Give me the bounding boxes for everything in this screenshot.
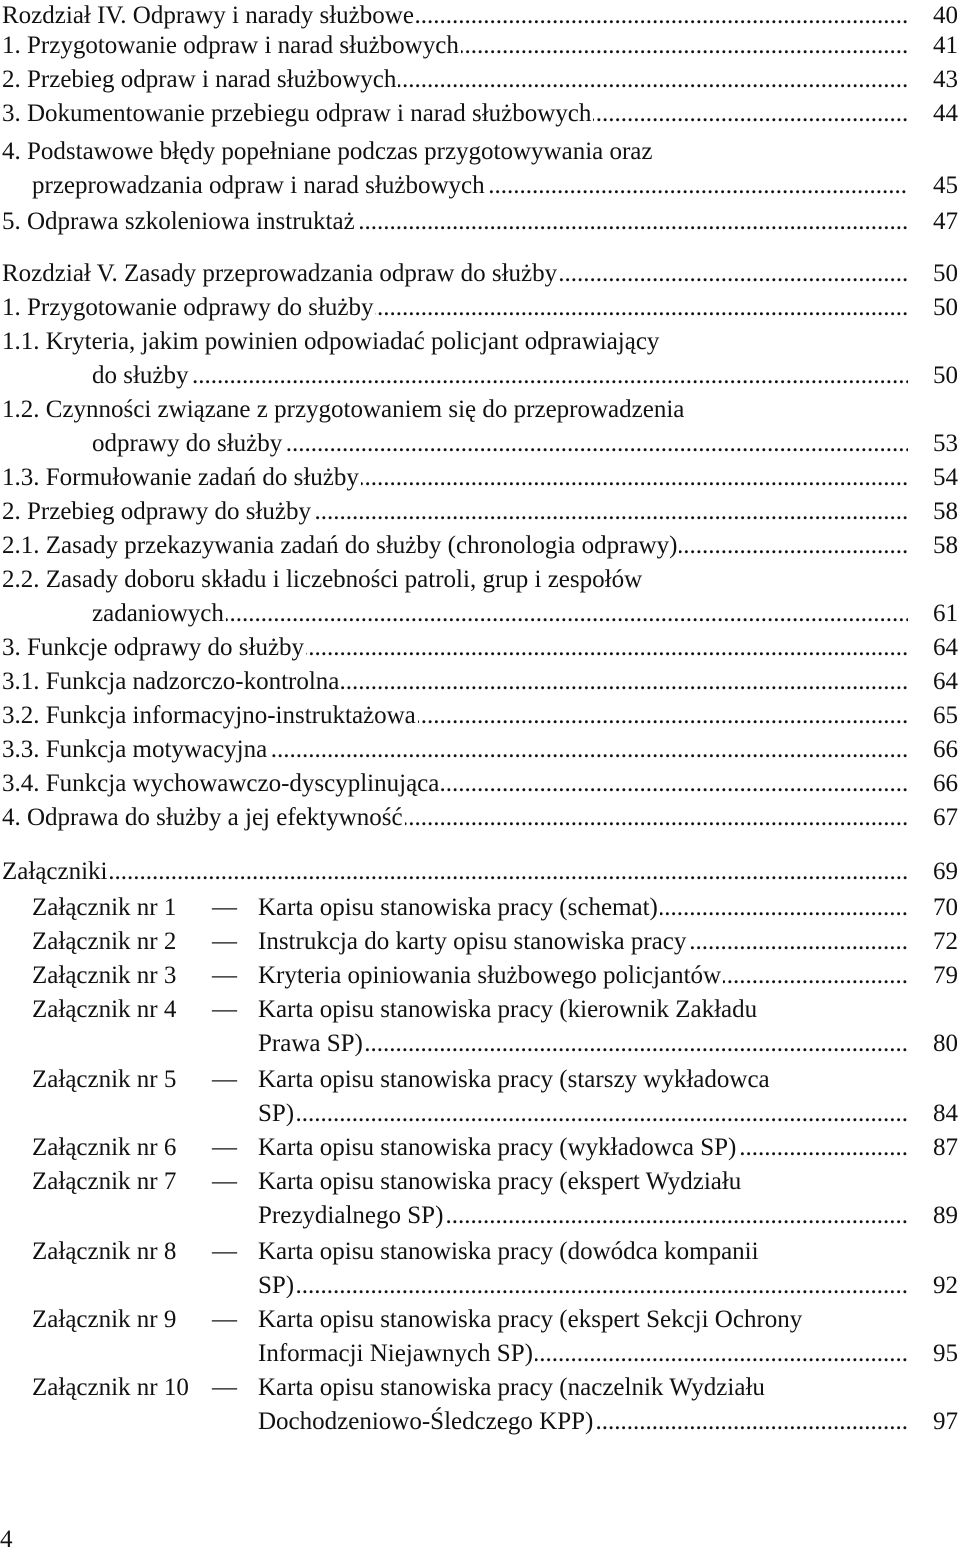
toc-entry[interactable] [0, 360, 960, 392]
annex-page-number: 79 [933, 962, 958, 989]
toc-entry[interactable] [0, 428, 960, 460]
toc-entry[interactable] [0, 530, 960, 562]
annex-entry[interactable] [0, 960, 960, 992]
toc-page-number: 66 [933, 770, 958, 797]
annex-title: Kryteria opiniowania służbowego policjantów ..... [258, 960, 908, 992]
annex-title: Karta opisu stanowiska pracy (wykładowca SP) ..... [258, 1132, 908, 1164]
annex-dash: — [212, 928, 237, 955]
toc-entry-title: 1. Przygotowanie odprawy do służby ..... [2, 292, 908, 324]
toc-entry-title: zadaniowych ..... [92, 598, 908, 630]
toc-page-number: 44 [933, 100, 958, 127]
toc-entry-title: do służby ..... [92, 360, 908, 392]
annex-dash: — [212, 1306, 237, 1333]
toc-entry[interactable] [0, 856, 960, 888]
toc-page-number: 43 [933, 66, 958, 93]
toc-page-number: 45 [933, 172, 958, 199]
toc-page-number: 58 [933, 498, 958, 525]
toc-entry-title: 3.3. Funkcja motywacyjna ..... [2, 734, 908, 766]
annex-label: Załącznik nr 1 [32, 894, 177, 921]
toc-entry-title: 1. Przygotowanie odpraw i narad służbowych ..... [2, 30, 908, 62]
annex-page-number: 70 [933, 894, 958, 921]
annex-entry[interactable] [0, 1270, 960, 1302]
annex-title: Informacji Niejawnych SP) ..... [258, 1338, 908, 1370]
toc-entry[interactable] [0, 598, 960, 630]
annex-title: Karta opisu stanowiska pracy (naczelnik Wydziału [258, 1374, 765, 1401]
annex-dash: — [212, 1238, 237, 1265]
annex-dash: — [212, 1374, 237, 1401]
toc-page-number: 53 [933, 430, 958, 457]
annex-label: Załącznik nr 10 [32, 1374, 189, 1401]
toc-entry-title: przeprowadzania odpraw i narad służbowych ..... [32, 170, 908, 202]
toc-page-number: 64 [933, 634, 958, 661]
annex-title: Karta opisu stanowiska pracy (ekspert Sekcji Ochrony [258, 1306, 803, 1333]
toc-entry[interactable] [0, 802, 960, 834]
toc-page-number: 66 [933, 736, 958, 763]
toc-entry-title: Załączniki ..... [2, 856, 908, 888]
annex-dash: — [212, 1134, 237, 1161]
toc-entry[interactable] [0, 394, 960, 426]
annex-title: Dochodzeniowo-Śledczego KPP) ..... [258, 1406, 908, 1438]
toc-entry[interactable] [0, 632, 960, 664]
toc-entry[interactable] [0, 564, 960, 596]
annex-entry[interactable] [0, 1236, 960, 1268]
annex-label: Załącznik nr 8 [32, 1238, 177, 1265]
annex-label: Załącznik nr 5 [32, 1066, 177, 1093]
toc-entry[interactable] [0, 326, 960, 358]
annex-label: Załącznik nr 4 [32, 996, 177, 1023]
annex-entry[interactable] [0, 1098, 960, 1130]
annex-title: Karta opisu stanowiska pracy (ekspert Wydziału [258, 1168, 742, 1195]
annex-title: Prawa SP) ..... [258, 1028, 908, 1060]
toc-entry[interactable] [0, 170, 960, 202]
annex-entry[interactable] [0, 1338, 960, 1370]
toc-entry[interactable] [0, 30, 960, 62]
toc-page-number: 69 [933, 858, 958, 885]
toc-entry-title: 2.1. Zasady przekazywania zadań do służby (chronologia odprawy) ..... [2, 530, 908, 562]
toc-entry[interactable] [0, 734, 960, 766]
toc-entry[interactable] [0, 206, 960, 238]
toc-page-number: 40 [933, 2, 958, 29]
annex-title: Karta opisu stanowiska pracy (dowódca kompanii [258, 1238, 759, 1265]
toc-entry-title: 2.2. Zasady doboru składu i liczebności patroli, grup i zespołów [2, 566, 643, 593]
toc-page-number: 58 [933, 532, 958, 559]
toc-page-number: 54 [933, 464, 958, 491]
toc-entry[interactable] [0, 462, 960, 494]
annex-dash: — [212, 962, 237, 989]
annex-title: SP) ..... [258, 1098, 908, 1130]
annex-entry[interactable] [0, 1166, 960, 1198]
toc-entry-title: 4. Podstawowe błędy popełniane podczas przygotowywania oraz [2, 138, 653, 165]
annex-page-number: 80 [933, 1030, 958, 1057]
toc-entry[interactable] [0, 496, 960, 528]
toc-entry-title: odprawy do służby ..... [92, 428, 908, 460]
toc-entry[interactable] [0, 0, 960, 32]
annex-label: Załącznik nr 3 [32, 962, 177, 989]
annex-title: Karta opisu stanowiska pracy (kierownik Zakładu [258, 996, 758, 1023]
toc-entry-title: 2. Przebieg odpraw i narad służbowych ..... [2, 64, 908, 96]
annex-entry[interactable] [0, 1200, 960, 1232]
toc-entry-title: 2. Przebieg odprawy do służby ..... [2, 496, 908, 528]
toc-entry[interactable] [0, 258, 960, 290]
toc-page-number: 64 [933, 668, 958, 695]
toc-entry[interactable] [0, 292, 960, 324]
annex-page-number: 87 [933, 1134, 958, 1161]
annex-title: Instrukcja do karty opisu stanowiska pracy ..... [258, 926, 908, 958]
toc-entry-title: Rozdział IV. Odprawy i narady służbowe ..... [2, 0, 908, 32]
toc-page-number: 61 [933, 600, 958, 627]
annex-entry[interactable] [0, 1304, 960, 1336]
toc-page-number: 41 [933, 32, 958, 59]
toc-page-number: 50 [933, 294, 958, 321]
annex-entry[interactable] [0, 1064, 960, 1096]
annex-entry[interactable] [0, 1372, 960, 1404]
annex-page-number: 95 [933, 1340, 958, 1367]
annex-label: Załącznik nr 6 [32, 1134, 177, 1161]
toc-entry-title: 1.2. Czynności związane z przygotowaniem się do przeprowadzenia [2, 396, 685, 423]
toc-entry-title: 1.3. Formułowanie zadań do służby ..... [2, 462, 908, 494]
toc-entry[interactable] [0, 136, 960, 168]
annex-entry[interactable] [0, 994, 960, 1026]
annex-entry[interactable] [0, 1132, 960, 1164]
toc-entry-title: 3.1. Funkcja nadzorczo-kontrolna ..... [2, 666, 908, 698]
toc-entry[interactable] [0, 768, 960, 800]
annex-label: Załącznik nr 7 [32, 1168, 177, 1195]
annex-title: SP) ..... [258, 1270, 908, 1302]
annex-entry[interactable] [0, 1028, 960, 1060]
toc-entry[interactable] [0, 98, 960, 130]
annex-title: Prezydialnego SP) ..... [258, 1200, 908, 1232]
toc-entry-title: Rozdział V. Zasady przeprowadzania odpraw do służby ..... [2, 258, 908, 290]
toc-entry-title: 3.4. Funkcja wychowawczo-dyscyplinująca ..... [2, 768, 908, 800]
annex-dash: — [212, 996, 237, 1023]
annex-dash: — [212, 894, 237, 921]
toc-entry-title: 1.1. Kryteria, jakim powinien odpowiadać policjant odprawiający [2, 328, 660, 355]
annex-page-number: 97 [933, 1408, 958, 1435]
annex-page-number: 92 [933, 1272, 958, 1299]
annex-label: Załącznik nr 2 [32, 928, 177, 955]
toc-entry-title: 5. Odprawa szkoleniowa instruktaż ..... [2, 206, 908, 238]
page-number: 4 [0, 1526, 13, 1553]
annex-dash: — [212, 1066, 237, 1093]
annex-entry[interactable] [0, 892, 960, 924]
toc-entry[interactable] [0, 64, 960, 96]
toc-entry[interactable] [0, 700, 960, 732]
toc-entry-title: 3. Dokumentowanie przebiegu odpraw i narad służbowych ..... [2, 98, 908, 130]
annex-entry[interactable] [0, 1406, 960, 1438]
annex-title: Karta opisu stanowiska pracy (starszy wykładowca [258, 1066, 770, 1093]
annex-page-number: 89 [933, 1202, 958, 1229]
toc-entry[interactable] [0, 666, 960, 698]
toc-entry-title: 4. Odprawa do służby a jej efektywność ..... [2, 802, 908, 834]
annex-dash: — [212, 1168, 237, 1195]
toc-page-number: 50 [933, 260, 958, 287]
toc-page-number: 65 [933, 702, 958, 729]
annex-entry[interactable] [0, 926, 960, 958]
toc-page-number: 47 [933, 208, 958, 235]
annex-label: Załącznik nr 9 [32, 1306, 177, 1333]
toc-entry-title: 3.2. Funkcja informacyjno-instruktażowa ..... [2, 700, 908, 732]
annex-page-number: 84 [933, 1100, 958, 1127]
toc-page-number: 67 [933, 804, 958, 831]
annex-title: Karta opisu stanowiska pracy (schemat) ..... [258, 892, 908, 924]
toc-page-number: 50 [933, 362, 958, 389]
toc-entry-title: 3. Funkcje odprawy do służby ..... [2, 632, 908, 664]
annex-page-number: 72 [933, 928, 958, 955]
